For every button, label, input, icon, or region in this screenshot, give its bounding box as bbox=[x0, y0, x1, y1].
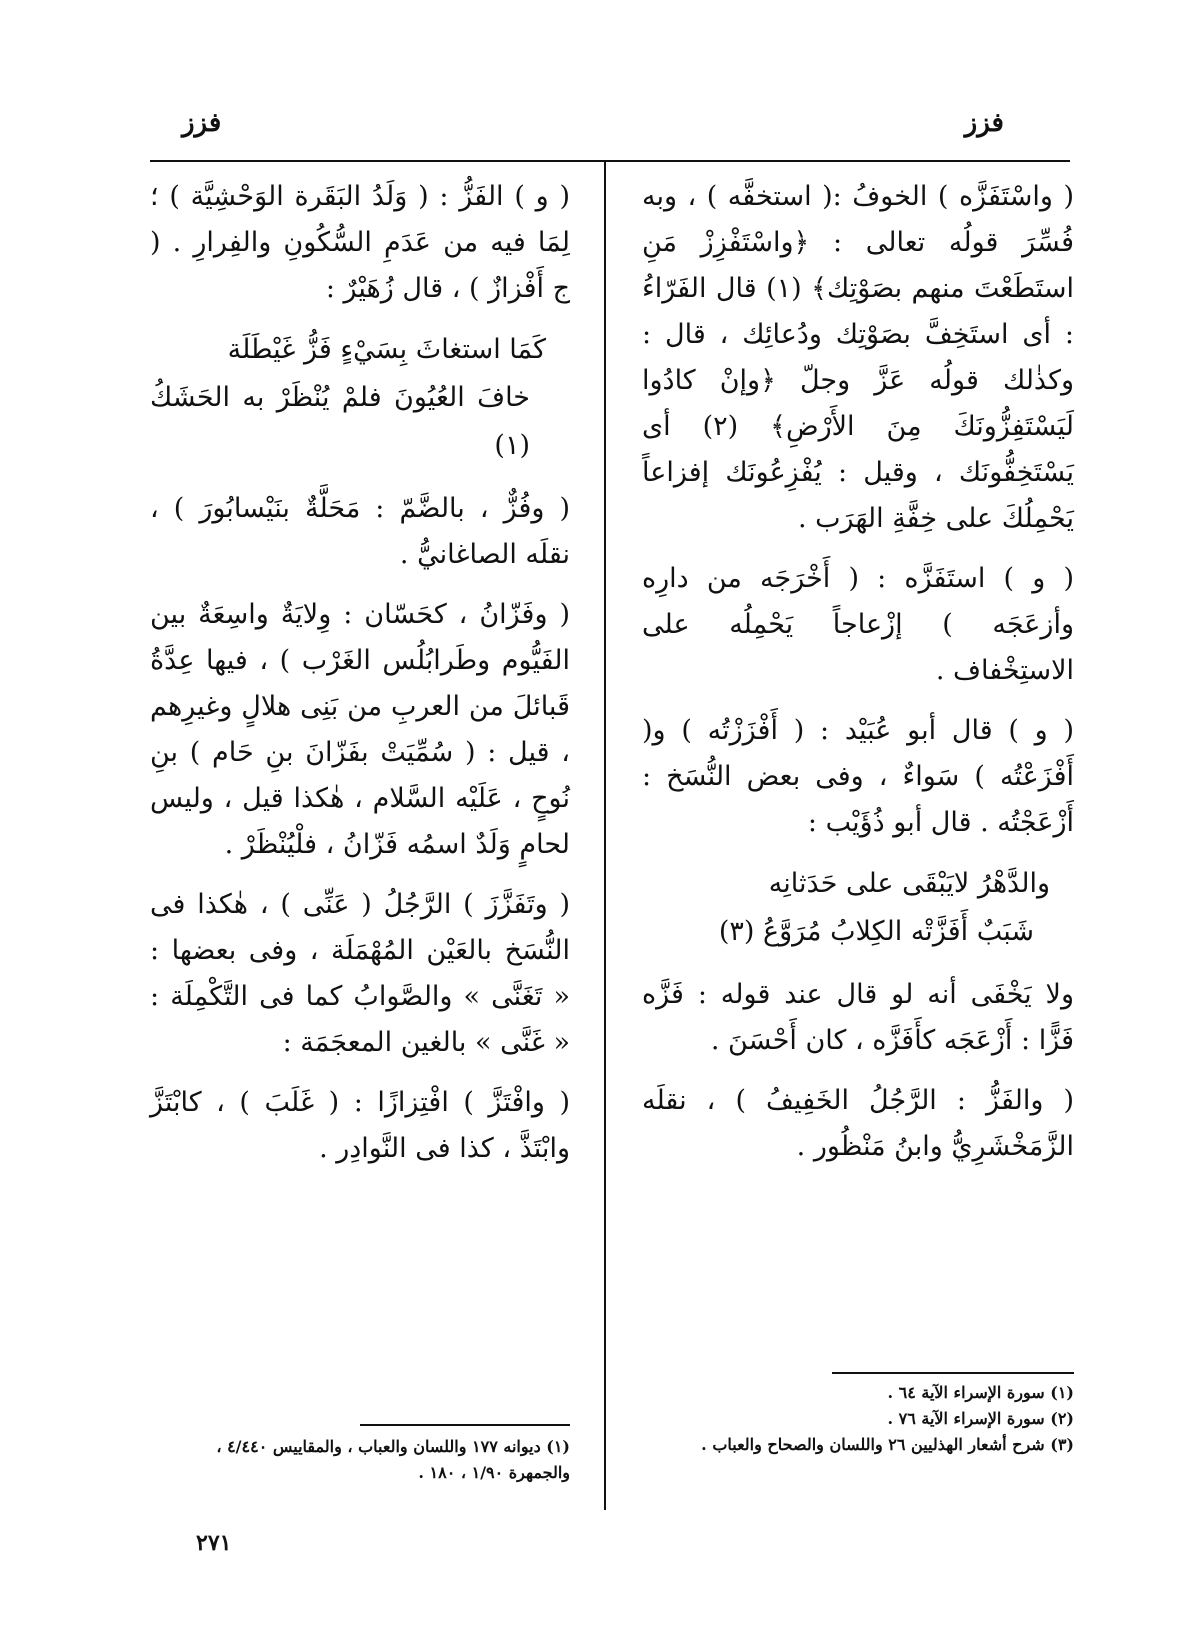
entry-al-fazz-light-man: ( والفَزُّ : الرَّجُلُ الخَفِيفُ ) ، نقلَه الزَّمَخْشَرِيُّ وابنُ مَنْظُور . bbox=[642, 1085, 1074, 1162]
entry-iftazza: ( وافْتَزَّ ) افْتِزازًا : ( غَلَبَ ) ، كابْتَزَّ وابْتَذَّ ، كذا فى النَّوادِر . bbox=[150, 1087, 570, 1164]
entry-istafazzahu-akhrajahu: ( و ) استَفَزَّه : ( أَخْرَجَه من دارِه وأزعَجَه ) إزْعاجاً يَحْمِلُه على الاستِخْفاف . bbox=[642, 563, 1074, 686]
verse-line: كَمَا استغاثَ بِسَيْءٍ فَزُّ غَيْطَلَة bbox=[227, 334, 546, 365]
entry-fuzz: ( وفُزٌّ ، بالضَّمّ : مَحَلَّةٌ بنَيْسابُورَ ) ، نقلَه الصاغانيُّ . bbox=[150, 493, 570, 570]
entry-remark: ولا يَخْفَى أنه لو قال عند قوله : فَزَّه فَزًّا : أَزْعَجَه كأَفَزَّه ، كان أَحْسَنَ . bbox=[642, 979, 1074, 1056]
entry-al-fazz-calf: ( و ) الفَزُّ : ( وَلَدُ البَقَرة الوَحْشِيَّة ) ؛ لِمَا فيه من عَدَمِ السُّكُونِ والفِرارِ . ( ج أَفْزازٌ ) ، قال زُهَيْرٌ : bbox=[150, 181, 570, 304]
entry-afzaztuhu: ( و ) قال أبو عُبَيْد : ( أَفْزَزْتُه ) و( أَفْزَعْتُه ) سَواءٌ ، وفى بعض النُّسَخ : أَزْعَجْتُه . قال أبو ذُؤَيْب : bbox=[642, 715, 1074, 838]
footnote: (٣) شرح أشعار الهذليين ٢٦ واللسان والصحاح والعباب . bbox=[701, 1435, 1074, 1454]
left-column bbox=[150, 174, 570, 1186]
verse-abu-dhuayb bbox=[642, 860, 1074, 956]
footnote-rule-left bbox=[360, 1424, 570, 1426]
verse-line: شَبَبٌ أَفَزَّتْه الكِلابُ مُرَوَّعُ (٣) bbox=[718, 916, 1034, 947]
column-divider bbox=[604, 160, 606, 1510]
header-rule bbox=[150, 160, 1070, 162]
footnote: (١) ديوانه ١٧٧ واللسان والعباب ، والمقاييس ٤/٤٤٠ ، والجمهرة ١/٩٠ ، ١٨٠ . bbox=[216, 1437, 570, 1482]
verse-line: والدَّهْرُ لايَبْقَى على حَدَثانِه bbox=[768, 868, 1050, 899]
footnote: (١) سورة الإسراء الآية ٦٤ . bbox=[887, 1383, 1074, 1402]
footnote-rule-right bbox=[832, 1372, 1074, 1374]
entry-fazzan: ( وفَزّانُ ، كحَسّان : وِلايَةٌ واسِعَةٌ بين الفَيُّوم وطَرابُلُس الغَرْب ) ، فيها عِدَّةُ قَبائلَ من العربِ من بَنِى هلالٍ وغيرِهم ، قيل : ( سُمِّيَتْ بفَزّانَ بنِ حَام ) بنِ نُوحٍ ، عَلَيْه السَّلام ، هٰكذا قيل ، وليس لحامٍ وَلَدٌ اسمُه فَزّانُ ، فلْيُنْظَرْ . bbox=[150, 599, 570, 860]
running-head-left: فزز bbox=[182, 108, 222, 138]
footnotes-right bbox=[634, 1380, 1074, 1458]
entry-tafazzaza: ( وتَفَزَّزَ ) الرَّجُلُ ( عَنِّى ) ، هٰكذا فى النُّسَخ بالعَيْن المُهْمَلَة ، وفى بعضها : « تَغَنَّى » والصَّوابُ كما فى التَّكْمِلَة : « غَنَّى » بالغين المعجَمَة : bbox=[150, 889, 570, 1058]
verse-line: خافَ العُيُونَ فلمْ يُنْظَرْ به الحَشَكُ (١) bbox=[150, 382, 530, 461]
footnote: (٢) سورة الإسراء الآية ٧٦ . bbox=[887, 1409, 1074, 1428]
footnotes-left bbox=[150, 1434, 570, 1486]
right-column bbox=[642, 174, 1074, 1184]
entry-istafazzahu: ( واسْتَفَزَّه ) الخوفُ :( استخفَّه ) ، وبه فُسِّرَ قولُه تعالى : ﴿واسْتَفْزِزْ مَنِ استَطَعْتَ منهم بصَوْتِك﴾ (١) قال الفَرّاءُ : أى استَخِفَّ بصَوْتِك ودُعائِك ، قال : وكذٰلك قولُه عَزَّ وجلّ ﴿وإنْ كادُوا لَيَسْتَفِزُّونَكَ مِنَ الأَرْضِ﴾ (٢) أى يَسْتَخِفُّونَك ، وقيل : يُفْزِعُونَك إفزاعاً يَحْمِلُكَ على خِفَّةِ الهَرَب . bbox=[642, 181, 1074, 534]
running-head-right: فزز bbox=[964, 108, 1004, 138]
page-number: ٢٧١ bbox=[196, 1530, 232, 1556]
verse-zuhayr bbox=[150, 326, 570, 470]
